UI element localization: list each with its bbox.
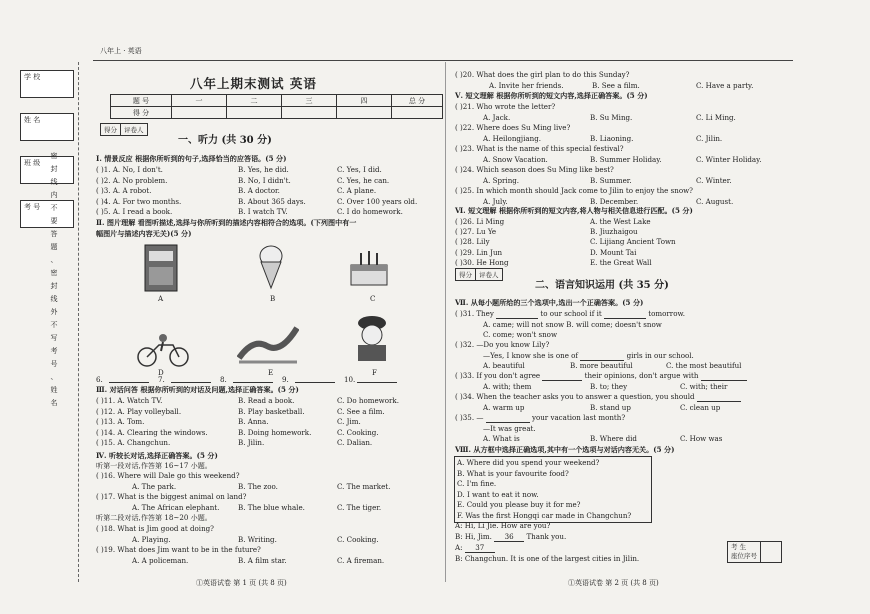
option-c: C. Dalian.	[337, 438, 373, 447]
page-footer-right: ①英语试卷 第 2 页 (共 8 页)	[568, 579, 659, 587]
match-target: B. Jiuzhaigou	[590, 227, 638, 237]
option-a: A. Jack.	[483, 112, 511, 122]
question-33[interactable]	[455, 371, 747, 381]
option-b: B. Jilin.	[238, 438, 265, 447]
option-c: C. Cooking.	[337, 535, 379, 544]
match-item-30[interactable]: ( )30. He Hong	[455, 257, 509, 267]
top-rule	[93, 60, 793, 61]
option-c: C. Winter Holiday.	[696, 154, 762, 164]
option-a: A. beautiful	[483, 361, 525, 370]
q31-text-3: tomorrow.	[648, 309, 685, 318]
answer-number: 9.	[282, 375, 289, 384]
q31-text-2: to our school if it	[540, 309, 602, 318]
seat-number-box	[727, 541, 782, 563]
option-a: A. Spring.	[483, 175, 520, 185]
question-25[interactable]: ( )25. In which month should Jack come to Jilin to enjoy the snow?	[455, 186, 693, 195]
option-b: B. A doctor.	[238, 186, 280, 195]
option-a: A. Invite her friends.	[489, 81, 564, 90]
answer-blank-37[interactable]: 37	[465, 543, 495, 553]
answer-blank-36[interactable]: 36	[494, 532, 524, 542]
binding-warning-char: 密	[50, 152, 58, 160]
dialogue-line: A: Hi, Li Jie. How are you?	[455, 521, 551, 530]
question-20[interactable]: ( )20. What does the girl plan to do this Sunday?	[455, 70, 630, 79]
binding-warning-char: 题	[50, 243, 58, 251]
question-35[interactable]	[455, 413, 625, 423]
option-b: B. Doing homework.	[238, 427, 312, 437]
option-c: C. Over 100 years old.	[337, 196, 418, 206]
binding-cut-line	[78, 62, 79, 582]
option-a: A. Playing.	[132, 535, 171, 544]
question-21[interactable]: ( )21. Who wrote the letter?	[455, 102, 556, 111]
school-label: 学 校	[24, 73, 41, 81]
option-b: B. About 365 days.	[238, 196, 306, 206]
picture-label: F	[372, 368, 377, 377]
question-2[interactable]: ( )2. A. No problem.	[96, 175, 168, 185]
dialogue-line	[455, 543, 495, 553]
part-heading: Ⅱ. 图片理解 看图听描述,选择与你所听到的描述内容相符合的选项。(下列图中有一	[96, 218, 357, 227]
option-a: A. A policeman.	[132, 556, 189, 565]
score-header-cell: 总 分	[392, 95, 443, 107]
answer-blank[interactable]	[580, 351, 624, 361]
dialogue-instruction: 听第二段对话,作答第 18~20 小题。	[96, 513, 212, 522]
answer-blank[interactable]	[701, 371, 747, 381]
answer-blank[interactable]	[604, 309, 646, 319]
dialogue-option: F. Was the first Hongqi car made in Changchun?	[457, 510, 632, 520]
answer-blank[interactable]	[233, 382, 273, 383]
question-13[interactable]: ( )13. A. Tom.	[96, 417, 145, 426]
match-target: E. the Great Wall	[590, 257, 652, 267]
question-11[interactable]: ( )11. A. Watch TV.	[96, 396, 163, 405]
binding-warning-text	[49, 150, 59, 410]
class-label: 班 级	[24, 159, 41, 167]
score-header-cell: 二	[227, 95, 282, 107]
bicycle-picture	[137, 333, 189, 367]
great-wall-picture	[237, 318, 299, 366]
option-b: B. I watch TV.	[238, 207, 288, 216]
score-cell[interactable]	[337, 107, 392, 119]
option-a: A. with; them	[483, 382, 532, 391]
name-label: 姓 名	[24, 116, 41, 124]
answer-blank[interactable]	[295, 382, 335, 383]
part-heading: Ⅲ. 对话问答 根据你所听到的对话及问题,选择正确答案。(5 分)	[96, 385, 299, 394]
option-c: C. Jim.	[337, 417, 361, 426]
option-b: B. Su Ming.	[590, 112, 633, 122]
score-table	[110, 94, 443, 119]
page-divider	[445, 62, 446, 582]
option-c: C. Winter.	[696, 175, 732, 185]
question-24[interactable]: ( )24. Which season does Su Ming like best?	[455, 165, 614, 174]
question-4[interactable]: ( )4. A. For two months.	[96, 196, 182, 206]
dialogue-line: B: Changchun. It is one of the largest cities in Jilin.	[455, 554, 640, 563]
option-b: B. Liaoning.	[590, 133, 634, 143]
exam-title: 八年上期末测试 英语	[190, 76, 317, 91]
seat-number-cell[interactable]	[761, 542, 781, 562]
option-b: B. Summer Holiday.	[590, 154, 662, 164]
answer-blank[interactable]	[171, 382, 211, 383]
binding-warning-char: 、	[50, 256, 58, 264]
binding-warning-char: 封	[50, 165, 58, 173]
option-c: C. See a film.	[337, 406, 385, 416]
question-15[interactable]: ( )15. A. Changchun.	[96, 438, 171, 447]
option-b: B. to; they	[590, 382, 628, 391]
question-23[interactable]: ( )23. What is the name of this special festival?	[455, 144, 624, 153]
question-31[interactable]	[455, 309, 685, 319]
score-cell[interactable]	[227, 107, 282, 119]
option-a: A. What is	[483, 434, 520, 443]
match-item-29[interactable]: ( )29. Lin Jun	[455, 247, 503, 257]
q32-text-2: girls in our school.	[626, 351, 694, 360]
dialogue-text: A:	[455, 543, 463, 552]
binding-warning-char: 姓	[50, 386, 58, 394]
question-34[interactable]	[455, 392, 741, 402]
binding-warning-char: 号	[50, 360, 58, 368]
question-17[interactable]: ( )17. What is the biggest animal on land?	[96, 492, 247, 501]
answer-blank[interactable]	[697, 392, 741, 402]
grader-name-label: 评卷人	[124, 126, 144, 134]
answer-blank[interactable]	[486, 413, 530, 423]
binding-warning-char: 封	[50, 282, 58, 290]
dialogue-option: D. I want to eat it now.	[457, 489, 539, 499]
binding-warning-char: 内	[50, 191, 58, 199]
picture-label: A	[158, 294, 164, 303]
option-a: A. Heilongjiang.	[483, 133, 541, 143]
option-c: C. Do homework.	[337, 396, 399, 405]
option-b: B. A film star.	[238, 556, 287, 565]
grader-box	[455, 268, 503, 281]
part-heading: Ⅵ. 短文理解 根据你所听到的短文内容,将人物与相关信息进行匹配。(5 分)	[455, 206, 693, 215]
option-b: B. Summer.	[590, 175, 632, 185]
match-target: D. Mount Tai	[590, 247, 637, 257]
binding-warning-char: 密	[50, 269, 58, 277]
option-b: B. more beautiful	[570, 361, 633, 370]
option-a: A. The African elephant.	[132, 503, 220, 512]
part-heading: Ⅴ. 短文理解 根据你所听到的短文内容,选择正确答案。(5 分)	[455, 91, 648, 100]
question-12[interactable]: ( )12. A. Play volleyball.	[96, 406, 182, 416]
question-22[interactable]: ( )22. Where does Su Ming live?	[455, 123, 571, 132]
question-3[interactable]: ( )3. A. A robot.	[96, 186, 152, 195]
section-title: 二、语言知识运用 (共 35 分)	[535, 280, 669, 291]
option-c: C. Jilin.	[696, 133, 723, 143]
option-b: B. Play basketball.	[238, 406, 305, 416]
binding-warning-char: 、	[50, 373, 58, 381]
option-b: B. December.	[590, 196, 639, 206]
option-c: C. I do homework.	[337, 207, 403, 216]
option-b: B. The zoo.	[238, 482, 278, 491]
option-c: C. How was	[680, 434, 723, 443]
dialogue-option: B. What is your favourite food?	[457, 468, 569, 478]
answer-number: 6.	[96, 375, 103, 384]
part-heading: Ⅳ. 听较长对话,选择正确答案。(5 分)	[96, 451, 218, 460]
option-c: C. A plane.	[337, 186, 377, 195]
dialogue-option: C. I'm fine.	[457, 479, 497, 488]
grader-name-label: 评卷人	[479, 271, 499, 279]
page-footer-left: ①英语试卷 第 1 页 (共 8 页)	[196, 579, 287, 587]
picture-label: D	[158, 368, 164, 377]
dialogue-option: E. Could you please buy it for me?	[457, 500, 581, 509]
binding-warning-char: 线	[50, 295, 58, 303]
q31-options-line2: C. come; won't snow	[483, 330, 558, 339]
q35-text-2: your vacation last month?	[531, 413, 626, 422]
q35-reply: —It was great.	[483, 424, 536, 433]
score-row-label: 得 分	[111, 107, 172, 119]
score-header-cell: 四	[337, 95, 392, 107]
dialogue-options-box	[454, 456, 652, 523]
dialogue-text: Thank you.	[526, 532, 567, 541]
option-c: C. A fireman.	[337, 556, 385, 565]
option-a: A. July.	[483, 196, 508, 206]
q35-text-1: ( )35. —	[455, 413, 484, 422]
option-c: C. Yes, he can.	[337, 175, 390, 185]
option-a: A. The park.	[132, 482, 177, 491]
option-c: C. the most beautiful	[666, 361, 742, 370]
grader-score-label: 得分	[101, 124, 121, 135]
q31-text-1: ( )31. They	[455, 309, 494, 318]
option-b: B. Read a book.	[238, 396, 295, 405]
binding-warning-char: 写	[50, 334, 58, 342]
score-header-cell: 题 号	[111, 95, 172, 107]
question-32[interactable]: ( )32. —Do you know Lily?	[455, 340, 550, 349]
option-c: C. Cooking.	[337, 427, 379, 437]
answer-blank[interactable]	[542, 371, 582, 381]
option-b: B. stand up	[590, 403, 631, 412]
score-cell[interactable]	[392, 107, 443, 119]
q31-options-line1: A. came; will not snow B. will come; doesn't snow	[483, 320, 662, 329]
binding-warning-char: 答	[50, 230, 58, 238]
part-heading: Ⅰ. 情景反应 根据你所听到的句子,选择恰当的应答语。(5 分)	[96, 154, 287, 163]
score-header-cell: 一	[172, 95, 227, 107]
option-a: A. Snow Vacation.	[483, 154, 548, 164]
running-title: 八年上 · 英语	[100, 47, 142, 55]
option-c: C. The tiger.	[337, 503, 382, 512]
book-picture	[141, 243, 181, 293]
answer-number: 8.	[220, 375, 227, 384]
answer-blank[interactable]	[109, 382, 149, 383]
part-heading: Ⅷ. 从方框中选择正确选项,其中有一个选项与对话内容无关。(5 分)	[455, 445, 675, 454]
question-19[interactable]: ( )19. What does Jim want to be in the future?	[96, 545, 261, 554]
q33-text-1: ( )33. If you don't agree	[455, 371, 541, 380]
option-b: B. Where did	[590, 434, 637, 443]
dialogue-option: A. Where did you spend your weekend?	[457, 458, 600, 467]
option-b: B. Anna.	[238, 417, 269, 426]
option-a: A. warm up	[483, 403, 525, 412]
question-1[interactable]: ( )1. A. No, I don't.	[96, 165, 163, 174]
q32-reply	[483, 351, 694, 361]
option-b: B. No, I didn't.	[238, 175, 291, 185]
score-cell[interactable]	[172, 107, 227, 119]
dialogue-instruction: 听第一段对话,作答第 16~17 小题。	[96, 461, 212, 470]
part-heading-cont: 幅图片与描述内容无关)(5 分)	[96, 229, 192, 238]
match-item-27[interactable]: ( )27. Lu Ye	[455, 227, 497, 237]
answer-blank[interactable]	[496, 309, 538, 319]
match-item-28[interactable]: ( )28. Lily	[455, 237, 490, 247]
binding-warning-char: 外	[50, 308, 58, 316]
option-c: C. August.	[696, 196, 734, 206]
q33-text-2: their opinions, don't argue with	[584, 371, 699, 380]
birthday-cake-picture	[347, 245, 391, 289]
option-c: C. Yes, I did.	[337, 165, 382, 174]
score-cell[interactable]	[282, 107, 337, 119]
dialogue-text: B: Hi, Jim.	[455, 532, 492, 541]
seat-label-line2: 座位序号	[731, 552, 757, 560]
binding-warning-char: 线	[50, 178, 58, 186]
answer-blank[interactable]	[357, 382, 397, 383]
picture-label: B	[270, 294, 276, 303]
match-target: C. Lijiang Ancient Town	[590, 237, 676, 247]
option-c: C. Li Ming.	[696, 112, 736, 122]
answer-number: 10.	[344, 375, 356, 384]
seat-label	[728, 542, 761, 562]
question-18[interactable]: ( )18. What is Jim good at doing?	[96, 524, 214, 533]
binding-warning-char: 不	[50, 204, 58, 212]
part-heading: Ⅶ. 从每小题所给的三个选项中,选出一个正确答案。(5 分)	[455, 298, 644, 307]
match-item-26[interactable]: ( )26. Li Ming	[455, 217, 505, 226]
option-b: B. Yes, he did.	[238, 165, 289, 174]
option-b: B. See a film.	[592, 81, 640, 90]
q34-text: ( )34. When the teacher asks you to answer a question, you should	[455, 392, 695, 401]
picture-label: C	[370, 294, 376, 303]
ice-cream-picture	[256, 244, 286, 290]
option-b: B. Writing.	[238, 535, 277, 544]
option-c: C. with; their	[680, 382, 728, 391]
answer-number: 7.	[158, 375, 165, 384]
question-5[interactable]: ( )5. A. I read a book.	[96, 207, 173, 216]
question-14[interactable]: ( )14. A. Clearing the windows.	[96, 427, 208, 437]
dialogue-line	[455, 532, 566, 542]
question-16[interactable]: ( )16. Where will Dale go this weekend?	[96, 471, 240, 480]
picture-label: E	[268, 368, 274, 377]
binding-warning-char: 考	[50, 347, 58, 355]
option-c: C. Have a party.	[696, 81, 754, 90]
exam-number-label: 考 号	[24, 203, 41, 211]
seat-label-line1: 考 生	[731, 543, 747, 551]
score-header-cell: 三	[282, 95, 337, 107]
grader-score-label: 得分	[456, 269, 476, 280]
binding-warning-char: 名	[50, 399, 58, 407]
match-target: A. the West Lake	[590, 217, 651, 226]
q32-text-1: —Yes, I know she is one of	[483, 351, 579, 360]
option-c: C. The market.	[337, 482, 391, 491]
section-title: 一、听力 (共 30 分)	[178, 135, 272, 146]
option-c: C. clean up	[680, 403, 721, 412]
binding-warning-char: 要	[50, 217, 58, 225]
binding-warning-char: 不	[50, 321, 58, 329]
policeman-picture	[352, 313, 392, 363]
option-b: B. The blue whale.	[238, 503, 305, 512]
grader-box	[100, 123, 148, 136]
